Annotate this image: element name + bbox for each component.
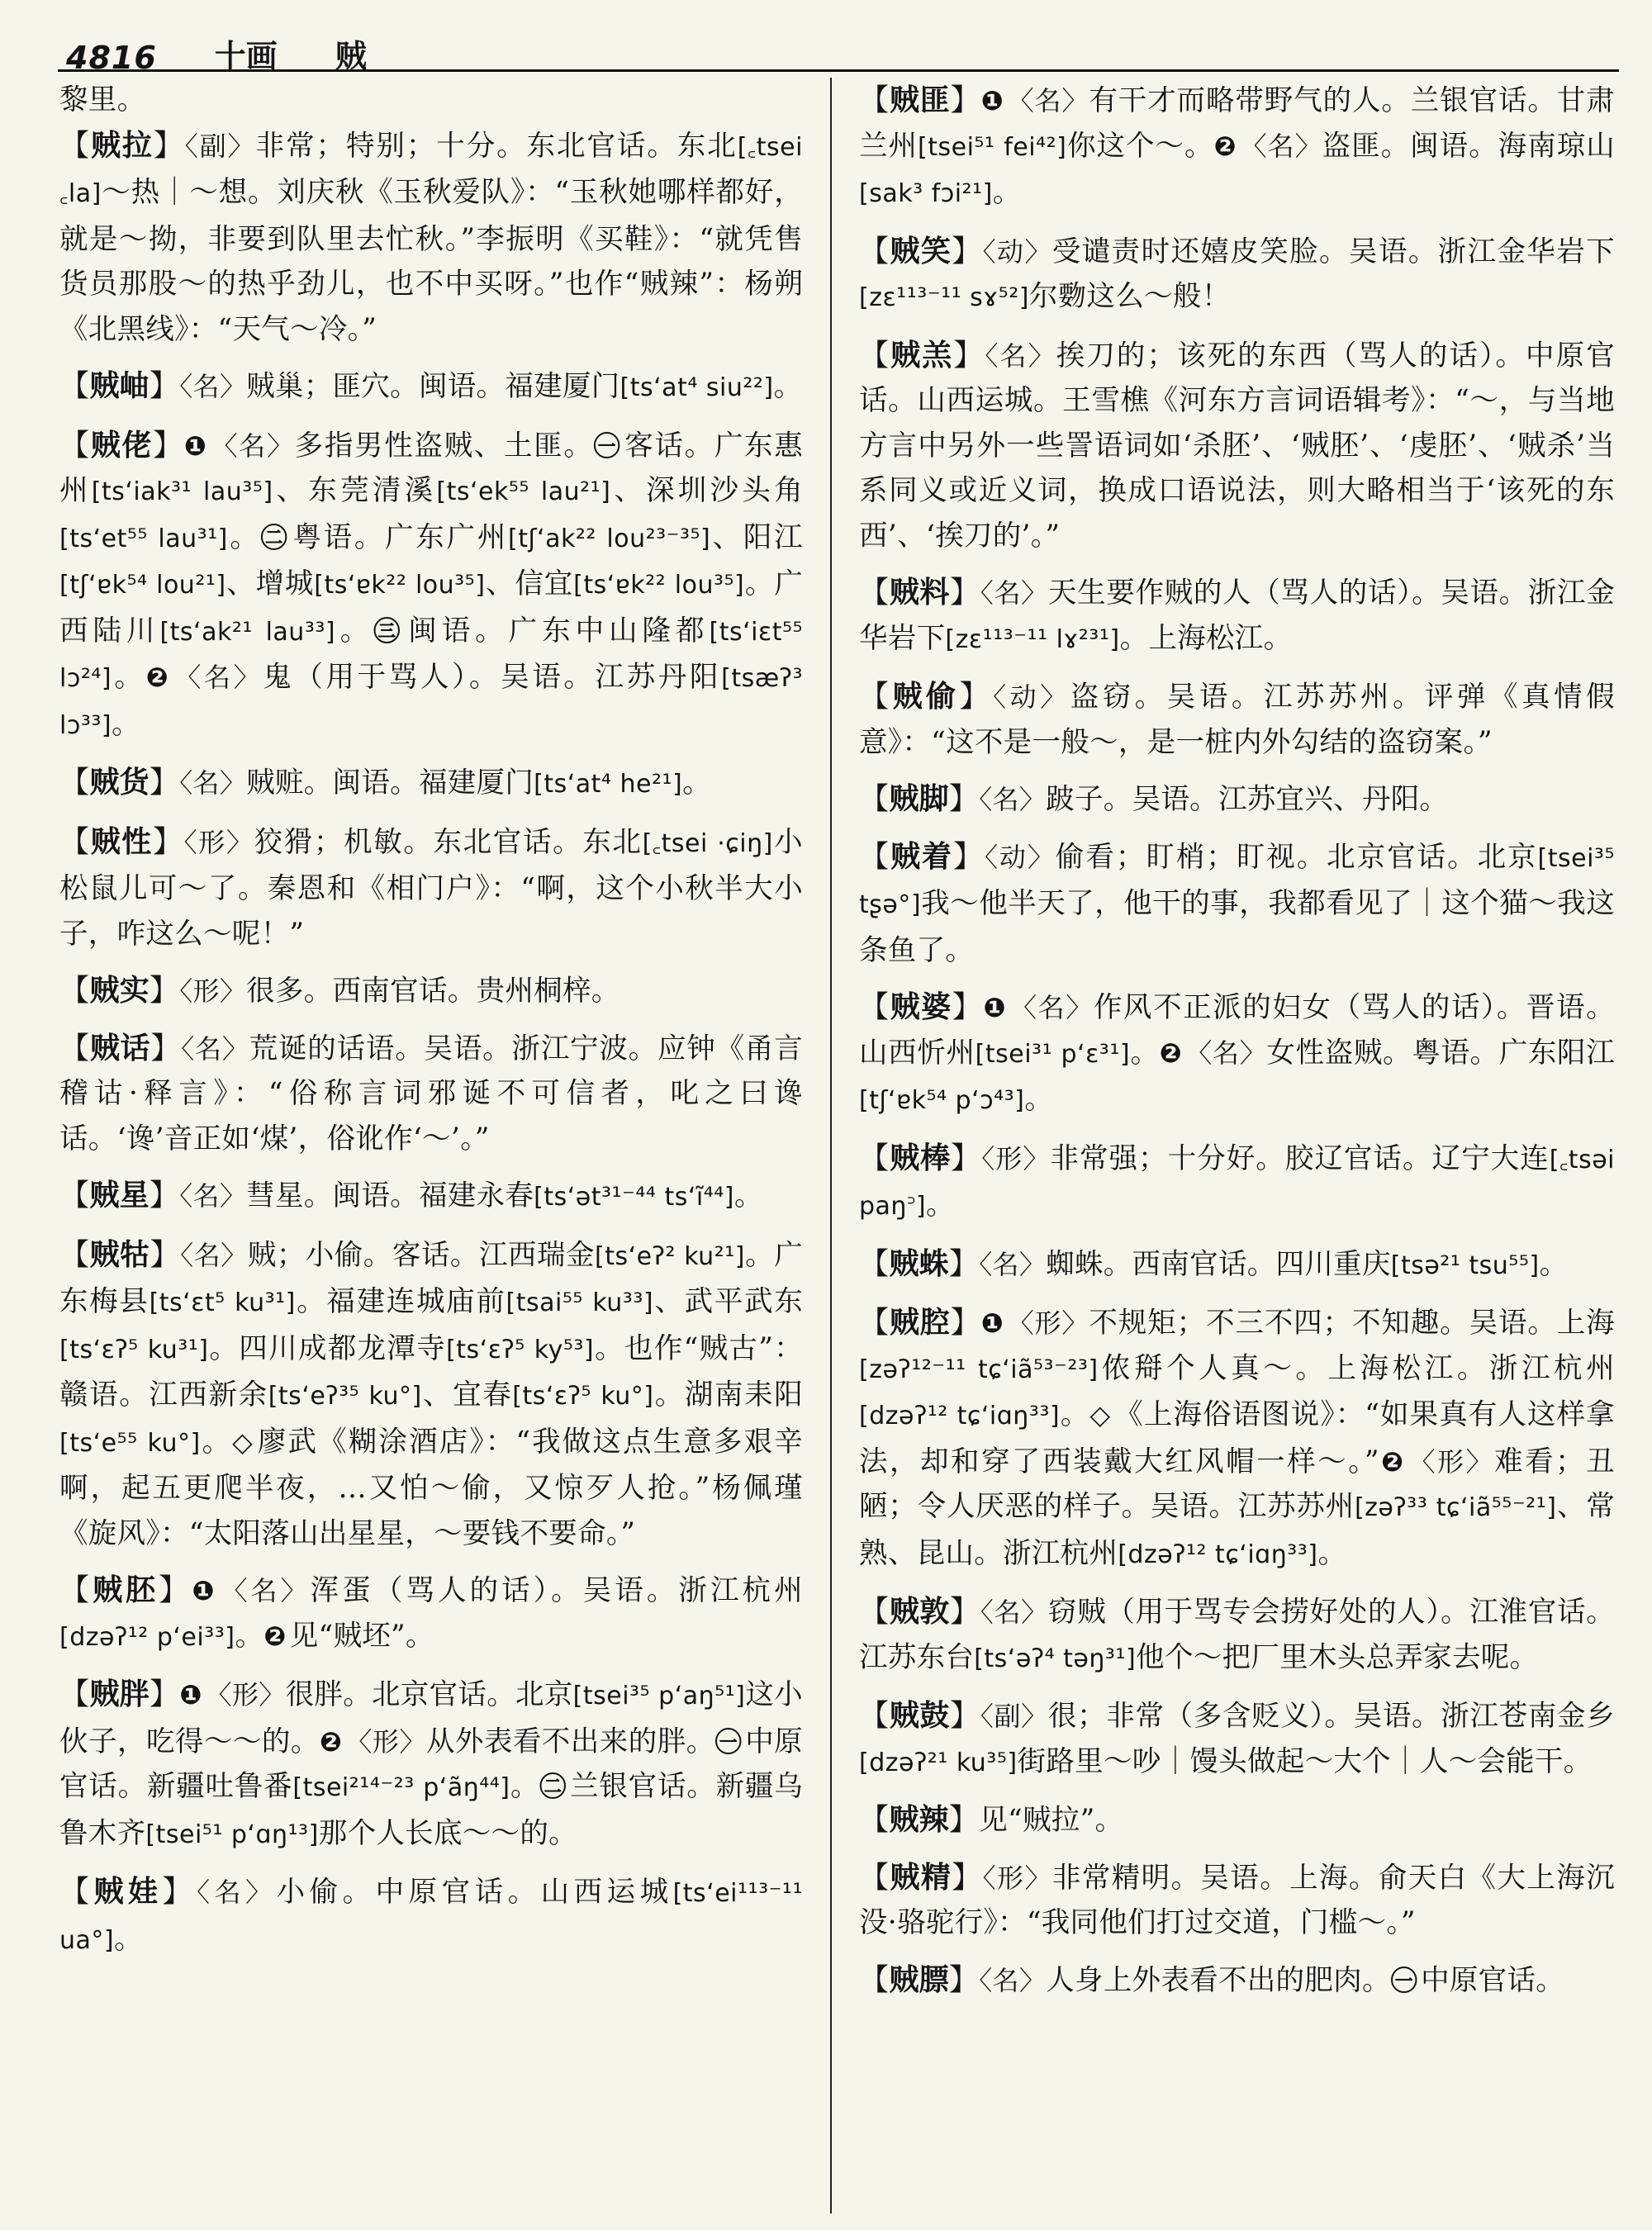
sense-marker: ❶ xyxy=(179,1679,202,1710)
entry-definition: 〈副〉非常；特别；十分。东北官话。东北[꜀tsei ꜀la]～热｜～想。刘庆秋《玉秋爱队》：“玉秋她哪样都好，就是～拗，非要到队里去忙秋。”李振明《买鞋》：“就凭售货员那股～的热乎劲儿，也不中买呀。”也作“贼辣”：杨朔《北黑线》：“天气～冷。” xyxy=(59,129,803,346)
entry-headword: 【贼敦】 xyxy=(859,1594,980,1629)
entry-definition: 〈名〉贼；小偷。客话。江西瑞金[ts‘eʔ² ku²¹]。广东梅县[ts‘ɛt⁵ ku³¹]。福建连城庙前[tsai⁵⁵ ku³³]、武平武东[ts‘ɛʔ⁵ ku³¹]。四川成都龙潭寺[ts‘ɛʔ⁵ ky⁵³]。也作“贼古”：赣语。江西新余[ts‘eʔ³⁵ ku°]、宜春[ts‘ɛʔ⁵ ku°]。湖南耒阳[ts‘e⁵⁵ ku°]。◇ 廖武《糊涂酒店》：“我做这点生意多艰辛啊，起五更爬半夜，…又怕～偷，又惊歹人抢。”杨佩瑾《旋风》：“太阳落山出星星，～要钱不要命。” xyxy=(59,1238,803,1550)
dictionary-entry xyxy=(859,333,1615,559)
entry-headword: 【贼婆】 xyxy=(859,989,984,1024)
dictionary-entry xyxy=(859,229,1615,321)
entry-headword: 【贼着】 xyxy=(859,838,985,874)
pos-tag: 〈形〉 xyxy=(183,826,254,858)
entry-headword: 【贼拉】 xyxy=(59,127,185,163)
entry-definition: 〈名〉天生要作贼的人（骂人的话）。吴语。浙江金华岩下[zɛ¹¹³⁻¹¹ lɤ²³¹]。上海松江。 xyxy=(859,576,1615,655)
entry-definition: 〈动〉偷看；盯梢；盯视。北京官话。北京[tsei³⁵ tʂə°]我～他半天了，他干的事，我都看见了｜这个猫～我这条鱼了。 xyxy=(859,840,1615,967)
continuation-text: 黎里。 xyxy=(59,83,146,116)
sense-marker: ❷ xyxy=(1159,1037,1183,1069)
pos-tag: 〈副〉 xyxy=(184,130,256,162)
entry-headword: 【贼岫】 xyxy=(59,368,180,403)
entry-headword: 【贼胚】 xyxy=(59,1573,192,1607)
phonetic: [ts‘ɛʔ⁵ ku°] xyxy=(512,1382,654,1411)
dictionary-entry xyxy=(59,423,803,749)
entry-headword: 【贼佬】 xyxy=(59,427,184,463)
sense-marker: ❶ xyxy=(192,1575,218,1606)
dictionary-entry xyxy=(859,1241,1615,1289)
entry-headword: 【贼娃】 xyxy=(59,1874,197,1909)
entry-headword: 【贼实】 xyxy=(59,973,180,1008)
entry-headword: 【贼胖】 xyxy=(59,1677,180,1711)
pos-tag: 〈名〉 xyxy=(985,339,1056,372)
sense-marker: ㊀ xyxy=(1390,1964,1418,1996)
pos-tag: 〈名〉 xyxy=(979,1248,1047,1280)
entry-definition: 见“贼拉”。 xyxy=(979,1804,1124,1837)
phonetic: [tsə²¹ tsu⁵⁵] xyxy=(1390,1250,1540,1280)
phonetic: [ts‘eʔ³⁵ ku°] xyxy=(268,1382,422,1411)
dictionary-entry xyxy=(59,819,803,957)
pos-tag: 〈名〉 xyxy=(1240,130,1322,162)
phonetic: [tsai⁵⁵ ku³³] xyxy=(506,1288,654,1317)
sense-marker: ❶ xyxy=(980,85,1004,116)
phonetic: [ts‘ɐk²² lou³⁵] xyxy=(573,571,745,600)
entry-definition: 〈形〉很多。西南官话。贵州桐梓。 xyxy=(179,975,620,1008)
right-column xyxy=(859,78,1615,2223)
phonetic: [꜀tsei ꜀la] xyxy=(59,132,803,208)
phonetic: [zɛ¹¹³⁻¹¹ lɤ²³¹] xyxy=(945,624,1120,654)
pos-tag: 〈名〉 xyxy=(1010,992,1094,1023)
sense-marker: ◇ xyxy=(1089,1399,1112,1431)
entry-headword: 【贼匪】 xyxy=(859,83,981,117)
dictionary-entry xyxy=(859,1957,1615,2004)
entry-headword: 【贼偷】 xyxy=(859,679,994,714)
pos-tag: 〈名〉 xyxy=(979,784,1047,815)
dictionary-entry xyxy=(59,760,803,808)
pos-tag: 〈名〉 xyxy=(174,662,263,693)
entry-definition: 〈名〉彗星。闽语。福建永春[ts‘ət³¹⁻⁴⁴ ts‘ĩ⁴⁴]。 xyxy=(179,1179,763,1212)
entry-headword: 【贼精】 xyxy=(859,1859,983,1895)
phonetic: [ts‘ɐk²² lou³⁵] xyxy=(314,571,486,600)
entry-headword: 【贼料】 xyxy=(859,575,980,610)
phonetic: [sak³ fɔi²¹] xyxy=(859,179,993,208)
phonetic: [tsei⁵¹ p‘ɑŋ¹³] xyxy=(145,1820,319,1849)
sense-marker: ❶ xyxy=(183,429,208,462)
sense-marker: ㊁ xyxy=(260,521,290,553)
dictionary-entry xyxy=(59,123,803,353)
column-divider xyxy=(830,78,832,2213)
phonetic: [dzəʔ²¹ ku³⁵] xyxy=(859,1748,1018,1777)
entry-definition: ❶ 〈名〉作风不正派的妇女（骂人的话）。晋语。山西忻州[tsei³¹ p‘ɛ³¹]。❷ 〈名〉女性盗贼。粤语。广东阳江[tʃ‘ɐk⁵⁴ p‘ɔ⁴³]。 xyxy=(859,991,1615,1116)
entry-definition: 〈形〉非常精明。吴语。上海。俞天白《大上海沉没·骆驼行》：“我同他们打过交道，门槛～。” xyxy=(859,1861,1615,1939)
pos-tag: 〈动〉 xyxy=(993,681,1070,713)
section-label: 十画 xyxy=(214,38,278,74)
phonetic: [dzəʔ¹² tɕ‘iɑŋ³³] xyxy=(1118,1540,1318,1569)
dictionary-entry xyxy=(859,78,1615,217)
sense-marker: ㊂ xyxy=(373,614,406,647)
pos-tag: 〈形〉 xyxy=(345,1725,426,1758)
entry-headword: 【贼腔】 xyxy=(859,1305,981,1340)
pos-tag: 〈形〉 xyxy=(205,1679,286,1710)
phonetic: [ts‘e⁵⁵ ku°] xyxy=(59,1428,201,1458)
sense-marker: ❶ xyxy=(980,1307,1004,1339)
phonetic: [ts‘at⁴ siu²²] xyxy=(620,373,774,402)
dictionary-entry xyxy=(859,1693,1615,1786)
dictionary-entry xyxy=(59,1232,803,1557)
phonetic: [tsei²¹⁴⁻²³ p‘ãŋ⁴⁴] xyxy=(292,1773,510,1802)
sense-marker: ❷ xyxy=(319,1725,343,1758)
sense-marker: ❷ xyxy=(263,1620,287,1652)
phonetic: [tsei³⁵ p‘aŋ⁵¹] xyxy=(572,1682,746,1710)
phonetic: [dzəʔ¹² p‘ei³³] xyxy=(59,1622,235,1652)
phonetic: [ts‘əʔ⁴ təŋ³¹] xyxy=(974,1644,1137,1673)
pos-tag: 〈名〉 xyxy=(980,577,1048,609)
entry-definition: 〈形〉狡猾；机敏。东北官话。东北[꜀tsei ·ɕiŋ]小松鼠儿可～了。秦恩和《相门户》：“啊，这个小秋半大小子，咋这么～呢！” xyxy=(59,825,803,951)
entry-headword: 【贼话】 xyxy=(59,1030,182,1065)
entry-headword: 【贼星】 xyxy=(59,1178,180,1212)
entry-definition: ❶ 〈名〉有干才而略带野气的人。兰银官话。甘肃兰州[tsei⁵¹ fei⁴²]你这个～。❷ 〈名〉盗匪。闽语。海南琼山[sak³ fɔi²¹]。 xyxy=(859,84,1615,209)
sense-marker: ㊀ xyxy=(593,429,622,462)
dictionary-entry xyxy=(859,776,1615,823)
pos-tag: 〈名〉 xyxy=(221,1575,311,1606)
phonetic: [ts‘iak³¹ lau³⁵] xyxy=(91,477,273,506)
phonetic: [tsei³¹ p‘ɛ³¹] xyxy=(975,1039,1131,1069)
dictionary-entry xyxy=(859,1300,1615,1578)
pos-tag: 〈形〉 xyxy=(179,975,247,1007)
dictionary-entry xyxy=(59,968,803,1014)
dictionary-entry xyxy=(859,985,1615,1124)
phonetic: [zɛ¹¹³⁻¹¹ sɤ⁵²] xyxy=(859,283,1029,312)
entry-headword: 【贼辣】 xyxy=(859,1802,980,1837)
pos-tag: 〈名〉 xyxy=(980,1597,1048,1628)
phonetic: [ts‘iɛt⁵⁵ lɔ²⁴] xyxy=(59,617,803,693)
phonetic: [꜀tsei ·ɕiŋ] xyxy=(642,828,773,858)
pos-tag: 〈名〉 xyxy=(197,1877,277,1908)
phonetic: [zəʔ¹²⁻¹¹ tɕ‘iã⁵³⁻²³] xyxy=(859,1355,1099,1384)
dictionary-entry xyxy=(859,1797,1615,1843)
phonetic: [ts‘ət³¹⁻⁴⁴ ts‘ĩ⁴⁴] xyxy=(534,1183,734,1212)
pos-tag: 〈名〉 xyxy=(179,1180,247,1212)
pos-tag: 〈形〉 xyxy=(1408,1445,1495,1478)
dictionary-entry xyxy=(859,1589,1615,1682)
entry-definition: 〈副〉很；非常（多含贬义）。吴语。浙江苍南金乡[dzəʔ²¹ ku³⁵]街路里～吵｜馒头做起～大个｜人～会能干。 xyxy=(859,1700,1615,1778)
phonetic: [ts‘at⁴ he²¹] xyxy=(534,770,683,799)
entry-definition: 〈名〉小偷。中原官话。山西运城[ts‘ei¹¹³⁻¹¹ ua°]。 xyxy=(59,1876,803,1956)
entry-headword: 【贼鼓】 xyxy=(859,1698,980,1733)
dictionary-entry xyxy=(59,1869,803,1963)
entry-headword: 【贼性】 xyxy=(59,823,184,859)
sense-marker: ❷ xyxy=(1379,1445,1406,1478)
dictionary-entry xyxy=(859,834,1615,974)
phonetic: [tʃ‘ɐk⁵⁴ p‘ɔ⁴³] xyxy=(859,1086,1025,1115)
dictionary-entry xyxy=(859,1855,1615,1946)
entry-headword: 【贼笑】 xyxy=(859,233,983,268)
phonetic: [ts‘eʔ² ku²¹] xyxy=(595,1241,745,1271)
pos-tag: 〈名〉 xyxy=(180,1239,248,1271)
entry-headword: 【贼脚】 xyxy=(859,781,980,816)
phonetic: [tsæʔ³ lɔ³³] xyxy=(59,664,803,740)
sense-marker: ❷ xyxy=(1213,130,1237,162)
entry-definition: 〈名〉荒诞的话语。吴语。浙江宁波。应钟《甬言稽诂·释言》：“俗称言词邪诞不可信者，叱之曰谗话。‘谗’音正如‘煤’，俗讹作‘～’。” xyxy=(59,1032,803,1155)
pos-tag: 〈动〉 xyxy=(982,235,1052,268)
entry-headword: 【贼牯】 xyxy=(59,1236,181,1272)
phonetic: [dzəʔ¹² tɕ‘iɑŋ³³] xyxy=(859,1402,1061,1431)
phonetic: [tʃ‘ɐk⁵⁴ lou²¹] xyxy=(59,571,226,600)
pos-tag: 〈副〉 xyxy=(980,1701,1048,1732)
phonetic: [꜀tsəi paŋ꜄] xyxy=(859,1145,1615,1221)
entry-definition: 〈形〉非常强；十分好。胶辽官话。辽宁大连[꜀tsəi paŋ꜄]。 xyxy=(859,1141,1615,1222)
pos-tag: 〈名〉 xyxy=(179,371,247,402)
pos-tag: 〈动〉 xyxy=(984,841,1056,873)
entry-definition: 〈名〉贼巢；匪穴。闽语。福建厦门[ts‘at⁴ siu²²]。 xyxy=(179,370,803,403)
phonetic: [ts‘ek⁵⁵ lau²¹] xyxy=(436,477,611,506)
entry-headword: 【贼膘】 xyxy=(859,1962,980,1997)
sense-marker: ㊁ xyxy=(539,1771,567,1802)
header-character: 贼 xyxy=(335,38,367,74)
dictionary-entry xyxy=(59,1026,803,1162)
pos-tag: 〈形〉 xyxy=(982,1862,1052,1894)
phonetic: [ts‘ɛʔ⁵ ku³¹] xyxy=(59,1335,209,1364)
phonetic: [ts‘ei¹¹³⁻¹¹ ua°] xyxy=(59,1879,803,1955)
phonetic: [ts‘ak²¹ lau³³] xyxy=(159,617,336,647)
pos-tag: 〈名〉 xyxy=(211,429,295,462)
sense-marker: ㊀ xyxy=(714,1725,743,1758)
page-header xyxy=(66,18,1619,76)
phonetic: [tʃ‘ak²² lou²³⁻³⁵] xyxy=(508,524,711,553)
pos-tag: 〈名〉 xyxy=(979,1964,1047,1996)
header-rule xyxy=(58,69,1619,72)
phonetic: [zəʔ³³ tɕ‘iã⁵⁵⁻²¹] xyxy=(1354,1493,1557,1522)
sense-marker: ❶ xyxy=(983,992,1008,1023)
entry-definition: 〈动〉受谴责时还嬉皮笑脸。吴语。浙江金华岩下[zɛ¹¹³⁻¹¹ sɤ⁵²]尔覅这么～般！ xyxy=(859,235,1615,313)
entry-definition: 〈名〉人身上外表看不出的肥肉。㊀ 中原官话。 xyxy=(979,1963,1565,1997)
entry-definition: ❶ 〈名〉多指男性盗贼、土匪。㊀ 客话。广东惠州[ts‘iak³¹ lau³⁵]、东莞清溪[ts‘ek⁵⁵ lau²¹]、深圳沙头角[ts‘et⁵⁵ lau³¹]。㊁ 粤语。广东广州[tʃ‘ak²² lou²³⁻³⁵]、阳江[tʃ‘ɐk⁵⁴ lou²¹]、增城[ts‘ɐk²² lou³⁵]、信宜[ts‘ɐk²² lou³⁵]。广西陆川[ts‘ak²¹ lau³³]。㊂ 闽语。广东中山隆都[ts‘iɛt⁵⁵ lɔ²⁴]。❷ 〈名〉鬼（用于骂人）。吴语。江苏丹阳[tsæʔ³ lɔ³³]。 xyxy=(59,429,803,741)
entry-definition: 〈名〉窃贼（用于骂专会捞好处的人）。江淮官话。江苏东台[ts‘əʔ⁴ təŋ³¹]他个～把厂里木头总弄家去呢。 xyxy=(859,1596,1615,1674)
dictionary-entry xyxy=(859,570,1615,662)
phonetic: [tsei⁵¹ fei⁴²] xyxy=(918,132,1067,162)
entry-headword: 【贼蛛】 xyxy=(859,1245,980,1281)
dictionary-entry xyxy=(59,1173,803,1221)
entry-definition: 〈名〉挨刀的；该死的东西（骂人的话）。中原官话。山西运城。王雪樵《河东方言词语辑考》：“～，与当地方言中另外一些詈语词如‘杀胚’、‘贼胚’、‘虔胚’、‘贼杀’当系同义或近义词，换成口语说法，则大略相当于‘该死的东西’、‘挨刀的’。” xyxy=(859,339,1615,553)
phonetic: [ts‘ɛt⁵ ku³¹] xyxy=(149,1288,296,1317)
dictionary-entry xyxy=(59,1672,803,1858)
sense-marker: ❷ xyxy=(145,662,172,693)
pos-tag: 〈名〉 xyxy=(1007,85,1089,116)
entry-definition: ❶ 〈名〉浑蛋（骂人的话）。吴语。浙江杭州[dzəʔ¹² p‘ei³³]。❷ 见“贼坯”。 xyxy=(59,1574,803,1653)
dictionary-entry xyxy=(859,674,1615,765)
entry-definition: 〈名〉蜘蛛。西南官话。四川重庆[tsə²¹ tsu⁵⁵]。 xyxy=(979,1247,1569,1281)
sense-marker: ◇ xyxy=(232,1426,254,1458)
dictionary-entry xyxy=(859,1136,1615,1230)
pos-tag: 〈名〉 xyxy=(1185,1037,1267,1069)
entry-headword: 【贼羔】 xyxy=(859,337,985,372)
entry-definition: ❶ 〈形〉很胖。北京官话。北京[tsei³⁵ p‘aŋ⁵¹]这小伙子，吃得～～的。❷ 〈形〉从外表看不出来的胖。㊀ 中原官话。新疆吐鲁番[tsei²¹⁴⁻²³ p‘ãŋ⁴⁴]。㊁ 兰银官话。新疆乌鲁木齐[tsei⁵¹ p‘ɑŋ¹³]那个人长底～～的。 xyxy=(59,1678,803,1850)
page-number: 4816 xyxy=(66,40,157,76)
phonetic: [ts‘et⁵⁵ lau³¹] xyxy=(59,524,228,553)
entry-definition: ❶ 〈形〉不规矩；不三不四；不知趣。吴语。上海[zəʔ¹²⁻¹¹ tɕ‘iã⁵³⁻²³]侬搿个人真～。上海松江。浙江杭州[dzəʔ¹² tɕ‘iɑŋ³³]。◇ 《上海俗语图说》：“如果真有人这样拿法，却和穿了西装戴大红风帽一样～。”❷ 〈形〉难看；丑陋；令人厌恶的样子。吴语。江苏苏州[zəʔ³³ tɕ‘iã⁵⁵⁻²¹]、常熟、昆山。浙江杭州[dzəʔ¹² tɕ‘iɑŋ³³]。 xyxy=(859,1307,1615,1570)
entry-definition: 〈名〉贼赃。闽语。福建厦门[ts‘at⁴ he²¹]。 xyxy=(179,766,712,799)
entry-definition: 〈动〉盗窃。吴语。江苏苏州。评弹《真情假意》：“这不是一般～，是一桩内外勾结的盗窃案。” xyxy=(859,681,1615,759)
pos-tag: 〈名〉 xyxy=(181,1032,249,1065)
phonetic: [tsei³⁵ tʂə°] xyxy=(859,843,1615,919)
dictionary-entry xyxy=(59,363,803,411)
pos-tag: 〈形〉 xyxy=(1007,1307,1089,1339)
dictionary-entry xyxy=(59,1568,803,1660)
phonetic: [ts‘ɛʔ⁵ ky⁵³] xyxy=(446,1335,595,1364)
entry-definition: 〈名〉跛子。吴语。江苏宜兴、丹阳。 xyxy=(979,783,1449,816)
entry-headword: 【贼棒】 xyxy=(859,1140,982,1175)
left-column xyxy=(59,78,803,2223)
entry-headword: 【贼货】 xyxy=(59,765,180,799)
pos-tag: 〈名〉 xyxy=(179,767,247,799)
pos-tag: 〈形〉 xyxy=(981,1142,1051,1174)
